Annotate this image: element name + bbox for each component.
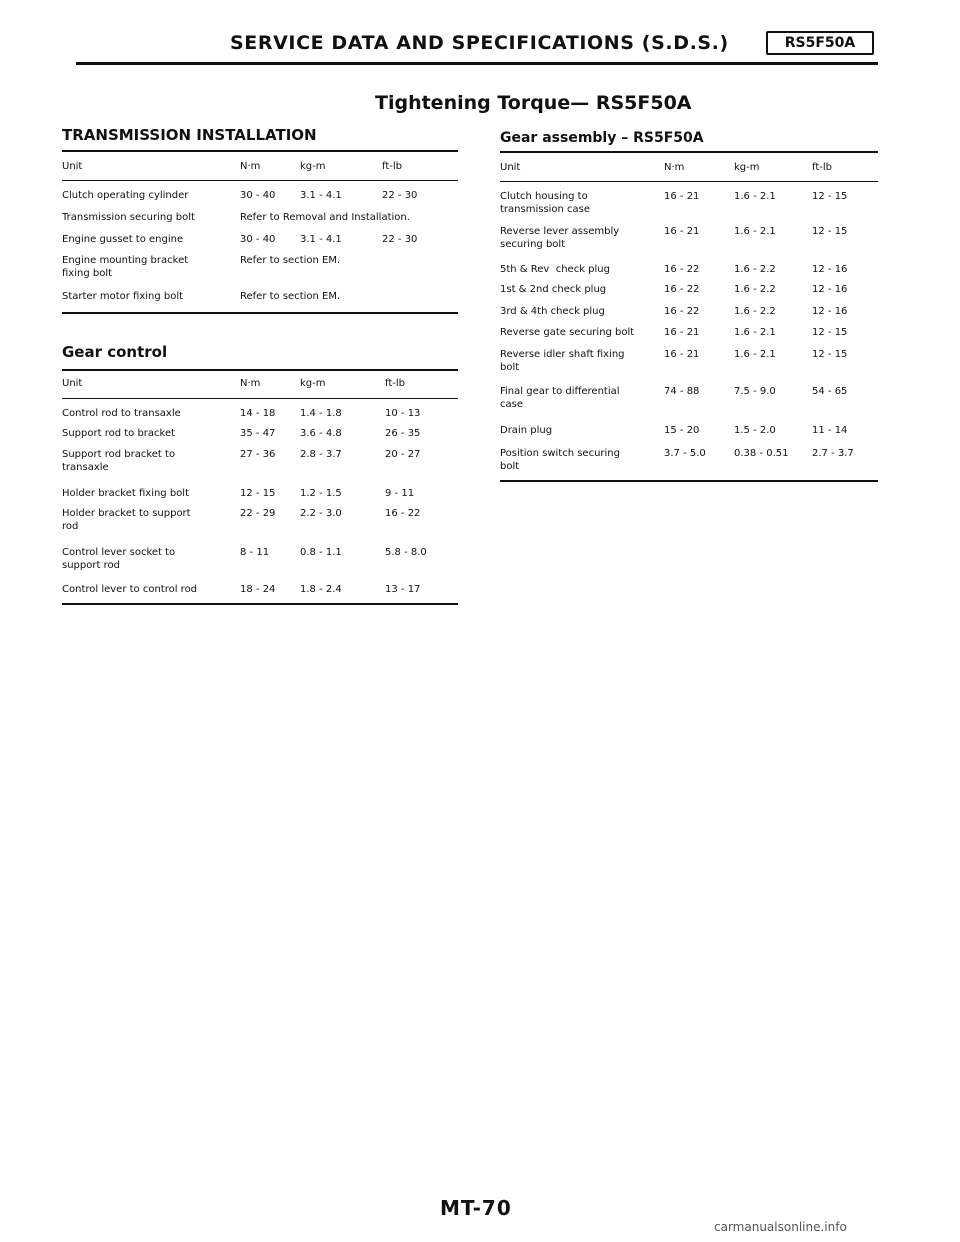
- row-value-ftlb: 26 - 35: [385, 428, 421, 439]
- row-value-ftlb: 12 - 16: [812, 264, 848, 275]
- row-value-ftlb: 12 - 15: [812, 327, 848, 338]
- row-value-kgm: 1.6 - 2.1: [734, 226, 776, 237]
- row-value-kgm: 1.6 - 2.2: [734, 264, 776, 275]
- column-header: ft-lb: [382, 161, 402, 172]
- row-value-ftlb: 12 - 16: [812, 284, 848, 295]
- row-value-ftlb: 12 - 15: [812, 349, 848, 360]
- row-value-nm: 15 - 20: [664, 425, 700, 436]
- transmission-installation-title: TRANSMISSION INSTALLATION: [62, 126, 317, 144]
- row-item-label: Final gear to differential case: [500, 386, 620, 410]
- row-value-kgm: 1.6 - 2.2: [734, 306, 776, 317]
- table-bottom-rule: [62, 312, 458, 314]
- row-item-label: Clutch operating cylinder: [62, 190, 189, 201]
- row-value-kgm: 3.1 - 4.1: [300, 190, 342, 201]
- table-header-rule: [62, 398, 458, 399]
- gear-assembly-title: Gear assembly – RS5F50A: [500, 130, 704, 146]
- row-item-label: Starter motor fixing bolt: [62, 291, 184, 302]
- column-header: Unit: [62, 378, 83, 389]
- row-item-label: Clutch housing to transmission case: [500, 191, 591, 215]
- row-item-label: Reverse idler shaft fixing bolt: [500, 349, 625, 373]
- model-badge: RS5F50A: [766, 31, 874, 55]
- row-item-label: Transmission securing bolt: [62, 212, 195, 223]
- row-value-kgm: 1.6 - 2.1: [734, 327, 776, 338]
- row-value-nm: 16 - 22: [664, 284, 700, 295]
- row-value-ftlb: 20 - 27: [385, 449, 421, 460]
- row-value-nm: 74 - 88: [664, 386, 700, 397]
- row-item-label: Holder bracket to support rod: [62, 508, 191, 532]
- header-rule: [76, 62, 878, 65]
- row-value-nm: 3.7 - 5.0: [664, 448, 706, 459]
- table-header-rule: [500, 181, 878, 182]
- row-value-kgm: 1.2 - 1.5: [300, 488, 342, 499]
- column-header: ft-lb: [812, 162, 832, 173]
- row-value-ftlb: 5.8 - 8.0: [385, 547, 427, 558]
- row-item-label: Control lever socket to support rod: [62, 547, 176, 571]
- row-value-nm: 12 - 15: [240, 488, 276, 499]
- table-bottom-rule: [500, 480, 878, 482]
- header-title: SERVICE DATA AND SPECIFICATIONS (S.D.S.): [230, 32, 729, 54]
- row-value-kgm: 0.38 - 0.51: [734, 448, 789, 459]
- row-item-label: 5th & Rev check plug: [500, 264, 610, 275]
- table-top-rule: [62, 150, 458, 152]
- row-value-kgm: 2.8 - 3.7: [300, 449, 342, 460]
- row-item-label: Holder bracket fixing bolt: [62, 488, 190, 499]
- row-value-kgm: 3.1 - 4.1: [300, 234, 342, 245]
- row-value-nm: 22 - 29: [240, 508, 276, 519]
- column-header: N·m: [664, 162, 685, 173]
- column-header: ft-lb: [385, 378, 405, 389]
- table-top-rule: [62, 369, 458, 371]
- row-value-kgm: 2.2 - 3.0: [300, 508, 342, 519]
- row-value-ftlb: 12 - 15: [812, 191, 848, 202]
- row-value-kgm: 1.8 - 2.4: [300, 584, 342, 595]
- row-value-nm: 16 - 22: [664, 264, 700, 275]
- row-value-nm: 16 - 21: [664, 327, 700, 338]
- row-value-nm: 16 - 21: [664, 191, 700, 202]
- row-item-label: 3rd & 4th check plug: [500, 306, 605, 317]
- column-header: N·m: [240, 378, 261, 389]
- row-value-ftlb: 9 - 11: [385, 488, 415, 499]
- table-top-rule: [500, 151, 878, 153]
- row-note: Refer to section EM.: [240, 291, 341, 302]
- row-note: Refer to Removal and Installation.: [240, 212, 410, 223]
- row-value-nm: 16 - 22: [664, 306, 700, 317]
- row-value-kgm: 1.6 - 2.1: [734, 191, 776, 202]
- row-value-nm: 16 - 21: [664, 349, 700, 360]
- column-header: N·m: [240, 161, 261, 172]
- page-number: MT-70: [440, 1196, 512, 1220]
- row-value-nm: 8 - 11: [240, 547, 270, 558]
- row-value-ftlb: 11 - 14: [812, 425, 848, 436]
- row-item-label: Control rod to transaxle: [62, 408, 181, 419]
- row-value-ftlb: 22 - 30: [382, 234, 418, 245]
- row-item-label: Support rod bracket to transaxle: [62, 449, 176, 473]
- row-value-kgm: 7.5 - 9.0: [734, 386, 776, 397]
- row-value-nm: 35 - 47: [240, 428, 276, 439]
- table-bottom-rule: [62, 603, 458, 605]
- row-value-kgm: 1.6 - 2.2: [734, 284, 776, 295]
- row-value-ftlb: 2.7 - 3.7: [812, 448, 854, 459]
- row-value-nm: 30 - 40: [240, 190, 276, 201]
- row-value-nm: 30 - 40: [240, 234, 276, 245]
- gear-control-title: Gear control: [62, 343, 168, 361]
- row-value-kgm: 1.6 - 2.1: [734, 349, 776, 360]
- row-value-kgm: 1.4 - 1.8: [300, 408, 342, 419]
- row-item-label: Drain plug: [500, 425, 553, 436]
- row-item-label: 1st & 2nd check plug: [500, 284, 607, 295]
- row-value-kgm: 1.5 - 2.0: [734, 425, 776, 436]
- page-header: [210, 30, 878, 64]
- row-value-ftlb: 10 - 13: [385, 408, 421, 419]
- row-value-nm: 27 - 36: [240, 449, 276, 460]
- column-header: kg-m: [300, 378, 326, 389]
- table-header-rule: [62, 180, 458, 181]
- row-item-label: Engine mounting bracket fixing bolt: [62, 255, 189, 279]
- row-value-kgm: 3.6 - 4.8: [300, 428, 342, 439]
- row-item-label: Reverse gate securing bolt: [500, 327, 635, 338]
- row-value-ftlb: 54 - 65: [812, 386, 848, 397]
- row-value-nm: 16 - 21: [664, 226, 700, 237]
- row-value-ftlb: 13 - 17: [385, 584, 421, 595]
- column-header: Unit: [62, 161, 83, 172]
- row-value-nm: 18 - 24: [240, 584, 276, 595]
- row-value-ftlb: 12 - 15: [812, 226, 848, 237]
- column-header: Unit: [500, 162, 521, 173]
- row-item-label: Position switch securing bolt: [500, 448, 620, 472]
- row-item-label: Engine gusset to engine: [62, 234, 184, 245]
- row-item-label: Reverse lever assembly securing bolt: [500, 226, 620, 250]
- row-item-label: Support rod to bracket: [62, 428, 176, 439]
- page-title: Tightening Torque— RS5F50A: [375, 92, 692, 114]
- row-value-kgm: 0.8 - 1.1: [300, 547, 342, 558]
- row-value-ftlb: 12 - 16: [812, 306, 848, 317]
- row-note: Refer to section EM.: [240, 255, 341, 266]
- column-header: kg-m: [734, 162, 760, 173]
- row-item-label: Control lever to control rod: [62, 584, 198, 595]
- row-value-ftlb: 22 - 30: [382, 190, 418, 201]
- row-value-ftlb: 16 - 22: [385, 508, 421, 519]
- row-value-nm: 14 - 18: [240, 408, 276, 419]
- watermark-text: carmanualsonline.info: [714, 1220, 847, 1234]
- column-header: kg-m: [300, 161, 326, 172]
